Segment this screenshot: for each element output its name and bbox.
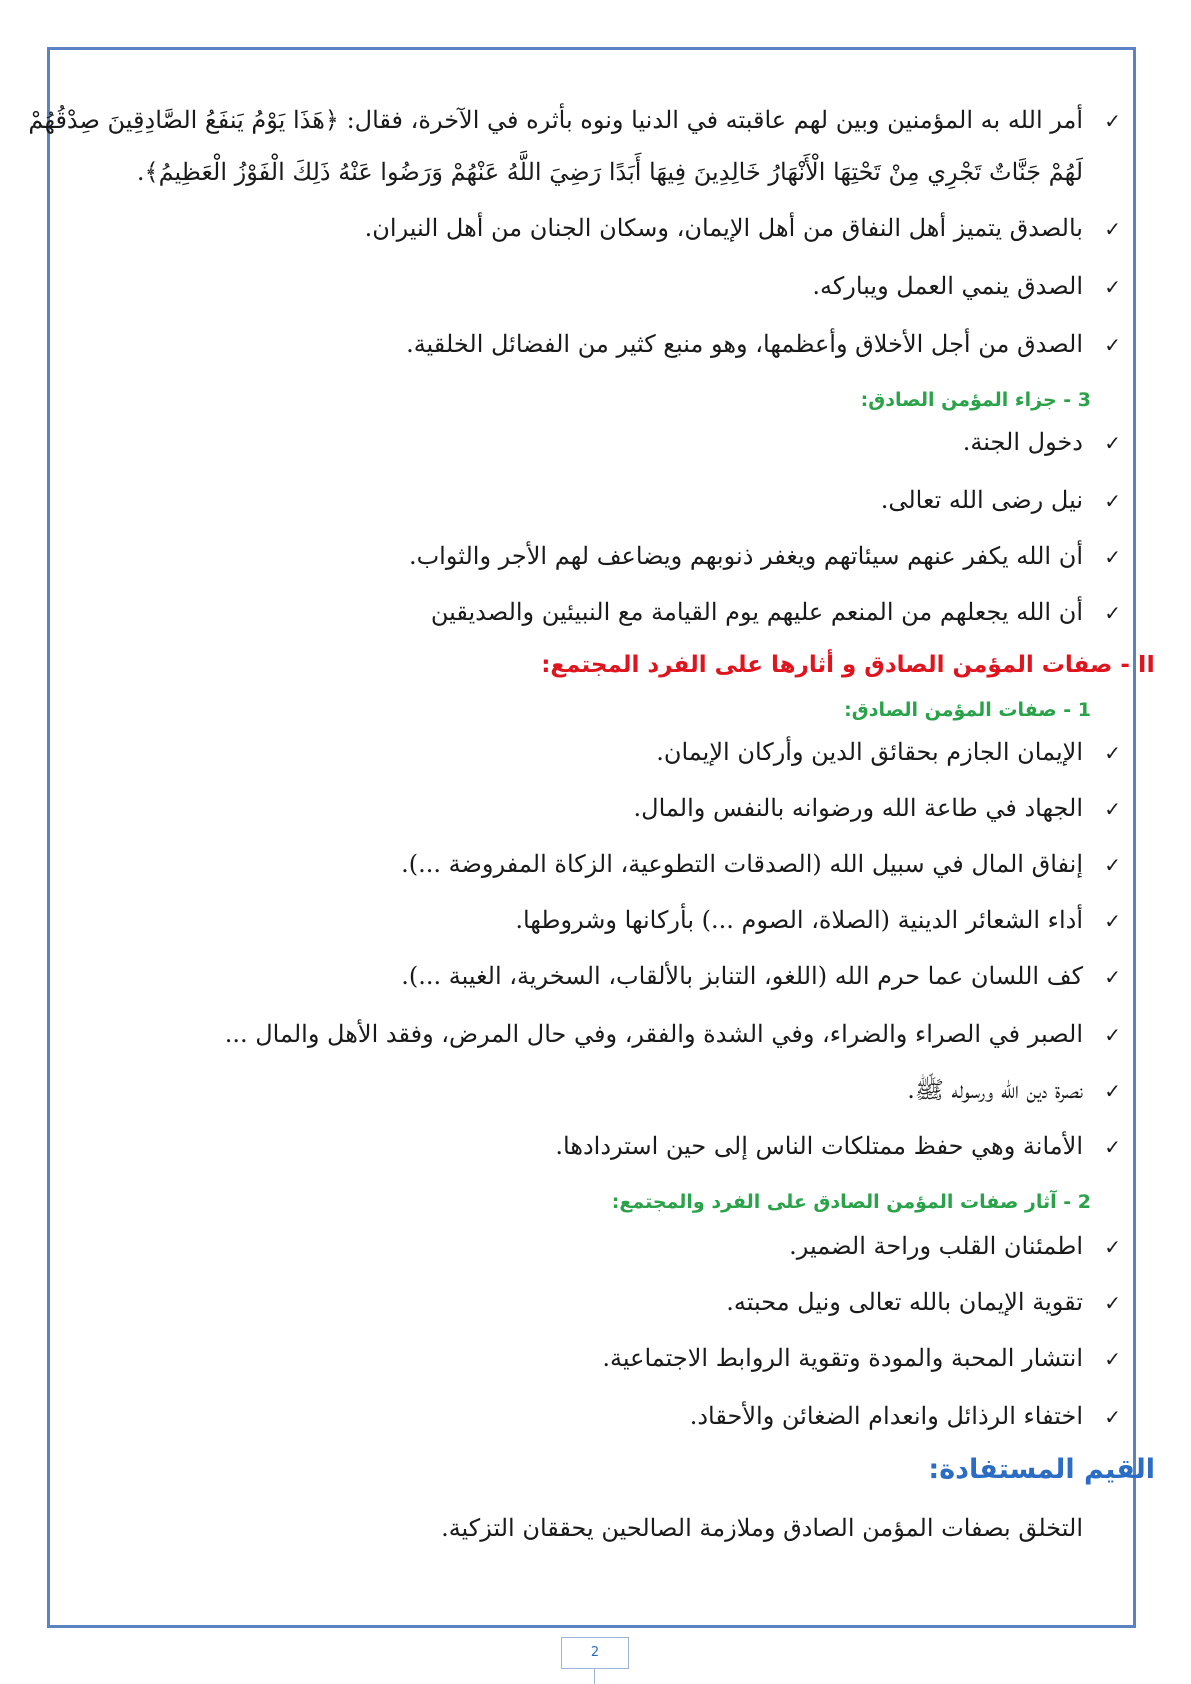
list-item-text: اختفاء الرذائل وانعدام الضغائن والأحقاد. (689, 1402, 1083, 1430)
list-item (70, 956, 1121, 997)
check-icon: ✓ (1104, 489, 1121, 513)
section-heading (70, 378, 1121, 420)
list-item-text: دخول الجنة. (962, 428, 1083, 456)
sub1-heading: 1 - صفات المؤمن الصادق: (844, 699, 1091, 721)
page-number-tick (594, 1669, 595, 1684)
list-item-text: أداء الشعائر الدينية (الصلاة، الصوم ...) بأركانها وشروطها. (515, 906, 1083, 934)
check-icon: ✓ (1104, 545, 1121, 569)
check-icon: ✓ (1104, 1079, 1121, 1103)
list-item (70, 1226, 1121, 1267)
check-icon: ✓ (1104, 1135, 1121, 1159)
list-item (70, 266, 1121, 307)
sub2-heading: 2 - آثار صفات المؤمن الصادق على الفرد والمجتمع: (611, 1191, 1091, 1213)
list-item (70, 480, 1121, 521)
list-item (70, 1126, 1121, 1167)
check-icon: ✓ (1104, 217, 1121, 241)
list-item-text: بالصدق يتميز أهل النفاق من أهل الإيمان، وسكان الجنان من أهل النيران. (364, 214, 1083, 242)
values-text: التخلق بصفات المؤمن الصادق وملازمة الصالحين يحققان التزكية. (441, 1514, 1083, 1542)
list-item (70, 422, 1121, 463)
list-item (70, 1014, 1121, 1055)
values-heading-row (70, 1450, 1155, 1490)
section-heading (70, 688, 1121, 730)
list-item (70, 1338, 1121, 1379)
quran-line-2-row (70, 152, 1121, 192)
values-heading: القيم المستفادة: (928, 1454, 1155, 1485)
list-item (28, 100, 1121, 141)
list-item-text: تقوية الإيمان بالله تعالى ونيل محبته. (726, 1288, 1083, 1316)
check-icon: ✓ (1104, 431, 1121, 455)
list-item (70, 592, 1121, 633)
check-icon: ✓ (1104, 601, 1121, 625)
section-heading (70, 1180, 1121, 1222)
list-item-text: اطمئنان القلب وراحة الضمير. (789, 1232, 1083, 1260)
list-item (70, 536, 1121, 577)
page-number: 2 (561, 1637, 629, 1669)
list-item (70, 1282, 1121, 1323)
check-icon: ✓ (1104, 1023, 1121, 1047)
list-item (70, 324, 1121, 365)
list-item-text: انتشار المحبة والمودة وتقوية الروابط الاجتماعية. (602, 1344, 1083, 1372)
values-text-row (70, 1508, 1121, 1548)
list-item-text: الأمانة وهي حفظ ممتلكات الناس إلى حين استردادها. (555, 1132, 1083, 1160)
list-item-text: الجهاد في طاعة الله ورضوانه بالنفس والمال. (633, 794, 1083, 822)
check-icon: ✓ (1104, 741, 1121, 765)
list-item-text: نصرة دين الله ورسوله ﷺ. (907, 1076, 1083, 1104)
check-icon: ✓ (1104, 1235, 1121, 1259)
check-icon: ✓ (1104, 965, 1121, 989)
check-icon: ✓ (1104, 1291, 1121, 1315)
list-item-text: نيل رضى الله تعالى. (880, 486, 1083, 514)
main-heading-row (70, 644, 1155, 685)
list-item-text: إنفاق المال في سبيل الله (الصدقات التطوعية، الزكاة المفروضة ...). (401, 850, 1083, 878)
section3-heading: 3 - جزاء المؤمن الصادق: (860, 389, 1091, 411)
check-icon: ✓ (1104, 333, 1121, 357)
list-item-text: الصبر في الصراء والضراء، وفي الشدة والفقر، وفي حال المرض، وفقد الأهل والمال ... (224, 1020, 1083, 1048)
part2-heading: II - صفات المؤمن الصادق و أثارها على الفرد المجتمع: (541, 652, 1155, 678)
quran-line-2: لَهُمْ جَنَّاتٌ تَجْرِي مِنْ تَحْتِهَا الْأَنْهَارُ خَالِدِينَ فِيهَا أَبَدًا رَضِيَ اللَّهُ عَنْهُمْ وَرَضُوا عَنْهُ ذَلِكَ الْفَوْزُ الْعَظِيمُ﴾. (136, 158, 1083, 186)
check-icon: ✓ (1104, 109, 1121, 133)
list-item (70, 1070, 1121, 1111)
list-item-text: أن الله يجعلهم من المنعم عليهم يوم القيامة مع النبيئين والصديقين (430, 598, 1083, 626)
list-item (70, 788, 1121, 829)
quran-line-1: أمر الله به المؤمنين وبين لهم عاقبته في الدنيا ونوه بأثره في الآخرة، فقال: ﴿هَذَا يَوْمُ يَنفَعُ الصَّادِقِينَ صِدْقُهُمْ (28, 106, 1083, 134)
check-icon: ✓ (1104, 1405, 1121, 1429)
check-icon: ✓ (1104, 797, 1121, 821)
list-item-text: كف اللسان عما حرم الله (اللغو، التنابز بالألقاب، السخرية، الغيبة ...). (401, 962, 1083, 990)
check-icon: ✓ (1104, 909, 1121, 933)
list-item-text: أن الله يكفر عنهم سيئاتهم ويغفر ذنوبهم ويضاعف لهم الأجر والثواب. (408, 542, 1083, 570)
list-item (70, 844, 1121, 885)
list-item (70, 208, 1121, 249)
check-icon: ✓ (1104, 275, 1121, 299)
list-item (70, 732, 1121, 773)
check-icon: ✓ (1104, 1347, 1121, 1371)
list-item (70, 1396, 1121, 1437)
list-item-text: الصدق ينمي العمل ويباركه. (812, 272, 1083, 300)
list-item-text: الإيمان الجازم بحقائق الدين وأركان الإيمان. (656, 738, 1083, 766)
list-item-text: الصدق من أجل الأخلاق وأعظمها، وهو منبع كثير من الفضائل الخلقية. (406, 330, 1083, 358)
check-icon: ✓ (1104, 853, 1121, 877)
list-item (70, 900, 1121, 941)
